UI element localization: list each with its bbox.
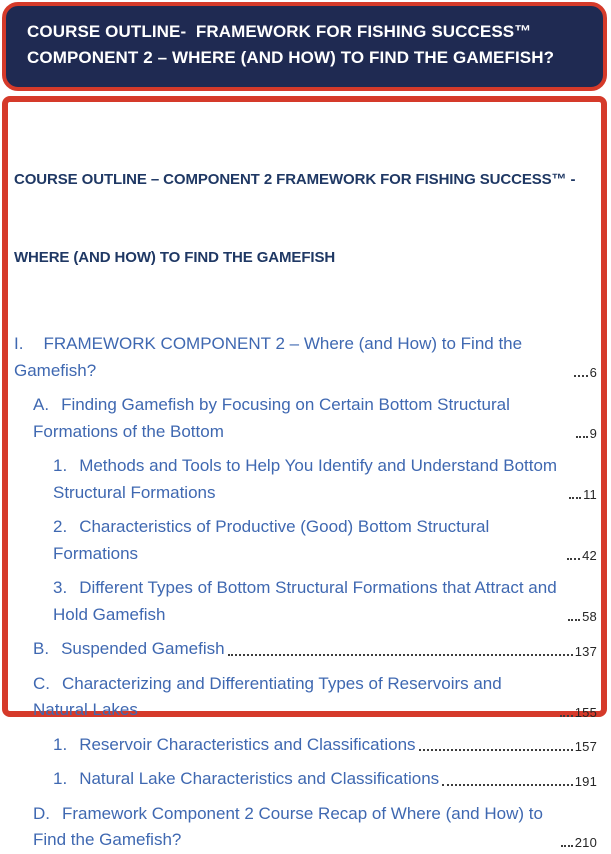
toc-entry-label: 2. [53, 517, 68, 536]
toc-entry-text [14, 331, 571, 384]
toc-entry-label: A. [33, 395, 50, 414]
toc-heading-line1: COURSE OUTLINE – COMPONENT 2 FRAMEWORK FOR FISHING SUCCESS™ - [14, 171, 576, 188]
toc-entry-label: D. [33, 803, 50, 823]
toc-entry-title: Finding Gamefish by Focusing on Certain Bottom Structural Formations of the Bottom [33, 395, 510, 441]
toc-entry-text [53, 732, 416, 759]
dot-leader [560, 715, 573, 717]
toc-entry[interactable] [12, 636, 597, 663]
toc-entry-title: Characteristics of Productive (Good) Bottom Structural Formations [53, 517, 490, 563]
toc-entry-text [33, 801, 558, 854]
toc-entry-text [53, 514, 564, 567]
toc-entry-label: 1. [53, 769, 68, 788]
banner-title-line1: COURSE OUTLINE- FRAMEWORK FOR FISHING SUCCESS™ [27, 22, 532, 41]
toc-entry-label: C. [33, 673, 50, 693]
toc-entry[interactable] [12, 671, 597, 724]
banner-title-line2: COMPONENT 2 – WHERE (AND HOW) TO FIND THE GAMEFISH? [27, 48, 555, 67]
toc-heading-line2: WHERE (AND HOW) TO FIND THE GAMEFISH [14, 249, 336, 266]
toc-page-number: 210 [574, 834, 597, 850]
toc-entry[interactable] [12, 514, 597, 567]
toc-entry[interactable] [12, 575, 597, 628]
toc-entry-title: FRAMEWORK COMPONENT 2 – Where (and How) to Find the Gamefish? [14, 334, 523, 380]
dot-leader [561, 845, 573, 847]
toc-entry-text [53, 766, 439, 793]
toc-page-number: 191 [574, 773, 597, 789]
toc-entry-title: Methods and Tools to Help You Identify and Understand Bottom Structural Formations [53, 456, 558, 502]
dot-leader [568, 619, 580, 621]
toc-entry-title: Suspended Gamefish [61, 639, 225, 658]
toc-entry[interactable] [12, 392, 597, 445]
toc-page-number: 6 [589, 365, 597, 380]
toc-entry-label: 1. [53, 456, 68, 475]
toc-entry[interactable] [12, 766, 597, 793]
dot-leader [576, 436, 588, 438]
toc-entry-label: 3. [53, 578, 68, 597]
toc-entry-label: I. [14, 334, 24, 353]
dot-leader [574, 375, 587, 377]
toc-entry-title: Different Types of Bottom Structural Formations that Attract and Hold Gamefish [53, 578, 557, 624]
toc-entry-text [53, 575, 565, 628]
course-banner [2, 2, 607, 91]
toc-page-number: 42 [582, 548, 597, 563]
toc-entry[interactable] [12, 331, 597, 384]
toc-entry-title: Characterizing and Differentiating Types of Reservoirs and Natural Lakes [33, 673, 502, 719]
toc-entry[interactable] [12, 453, 597, 506]
toc-entry-text [33, 671, 557, 724]
dot-leader [419, 749, 573, 751]
toc-page-number: 137 [574, 643, 597, 659]
toc-heading [14, 115, 597, 323]
toc-entry-label: B. [33, 639, 50, 658]
toc-page-number: 9 [589, 426, 597, 441]
toc-entry[interactable] [12, 801, 597, 854]
toc-list [12, 331, 597, 854]
toc-entry-title: Natural Lake Characteristics and Classifications [79, 769, 440, 788]
toc-entry-text [33, 392, 573, 445]
toc-entry-title: Framework Component 2 Course Recap of Where (and How) to Find the Gamefish? [33, 803, 543, 849]
dot-leader [228, 654, 573, 656]
toc-page-number: 58 [582, 609, 597, 624]
dot-leader [569, 497, 581, 499]
toc-entry-title: Reservoir Characteristics and Classifications [79, 734, 416, 754]
dot-leader [442, 784, 573, 786]
toc-entry-text [33, 636, 225, 663]
toc-page-number: 155 [574, 704, 597, 720]
toc-page-number: 11 [583, 487, 597, 502]
toc-page-number: 157 [574, 739, 597, 754]
toc-box [2, 96, 607, 850]
dot-leader [567, 558, 581, 560]
toc-entry-label: 1. [53, 734, 68, 754]
toc-entry[interactable] [12, 732, 597, 759]
toc-entry-text [53, 453, 566, 506]
